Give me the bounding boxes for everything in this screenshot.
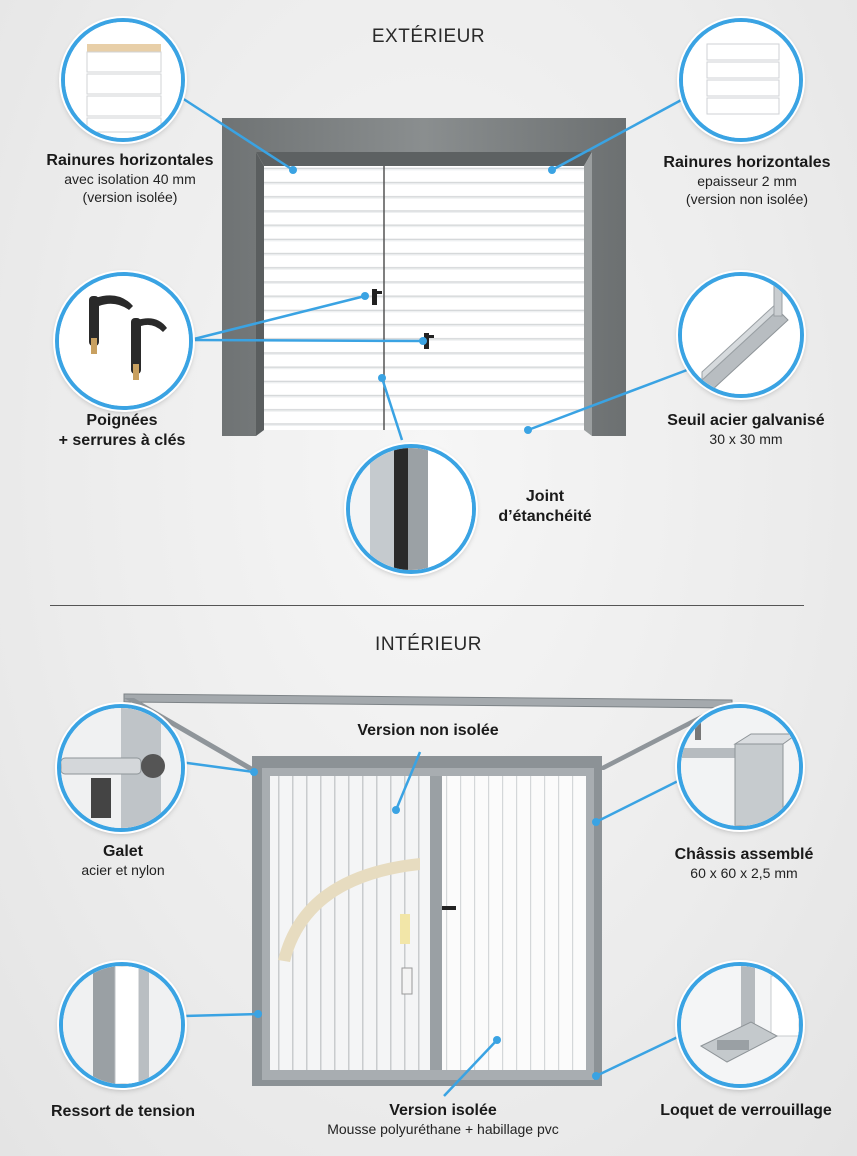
label-threshold-line1: 30 x 30 mm (709, 431, 783, 447)
label-insulated-title: Version isolée (389, 1102, 497, 1119)
label-grooves-non-insulated-line2: (version non isolée) (685, 190, 809, 207)
label-handles-line2: + serrures à clés (58, 432, 186, 449)
latch-zoom (677, 962, 803, 1088)
frame-zoom (677, 704, 803, 830)
label-grooves-insulated-line1: avec isolation 40 mm (64, 171, 196, 187)
label-grooves-non-insulated-line1: epaisseur 2 mm (697, 173, 797, 189)
interior-handle (442, 906, 456, 910)
label-handles-line1: Poignées (86, 412, 158, 429)
interior-sticker (400, 914, 410, 944)
label-roller (40, 842, 206, 880)
label-seal-line1: Joint (525, 488, 565, 505)
label-seal-line2: d’étanchéité (498, 508, 592, 525)
label-grooves-insulated-line2: (version isolée) (82, 188, 178, 205)
label-frame-line1: 60 x 60 x 2,5 mm (690, 865, 798, 881)
label-spring (20, 1102, 226, 1122)
label-grooves-insulated-title: Rainures horizontales (46, 152, 214, 169)
spring-zoom (59, 962, 185, 1088)
interior-tag (402, 968, 412, 994)
label-roller-title: Galet (102, 843, 143, 860)
label-frame-title: Châssis assemblé (674, 846, 814, 863)
label-grooves-non-insulated-title: Rainures horizontales (663, 154, 831, 171)
label-latch (636, 1101, 856, 1121)
interior-title: INTÉRIEUR (375, 634, 482, 655)
label-non-insulated-title: Version non isolée (357, 722, 499, 739)
label-spring-title: Ressort de tension (50, 1103, 196, 1120)
label-insulated-line1: Mousse polyuréthane + habillage pvc (327, 1121, 559, 1137)
label-frame (646, 845, 842, 883)
label-non-insulated (310, 721, 546, 741)
label-insulated (286, 1101, 600, 1139)
label-threshold-title: Seuil acier galvanisé (667, 412, 825, 429)
interior-leaf-right (440, 774, 586, 1074)
exterior-title: EXTÉRIEUR (371, 26, 486, 47)
roller-zoom (57, 704, 185, 832)
label-latch-title: Loquet de verrouillage (660, 1102, 832, 1119)
label-roller-line1: acier et nylon (81, 862, 165, 878)
